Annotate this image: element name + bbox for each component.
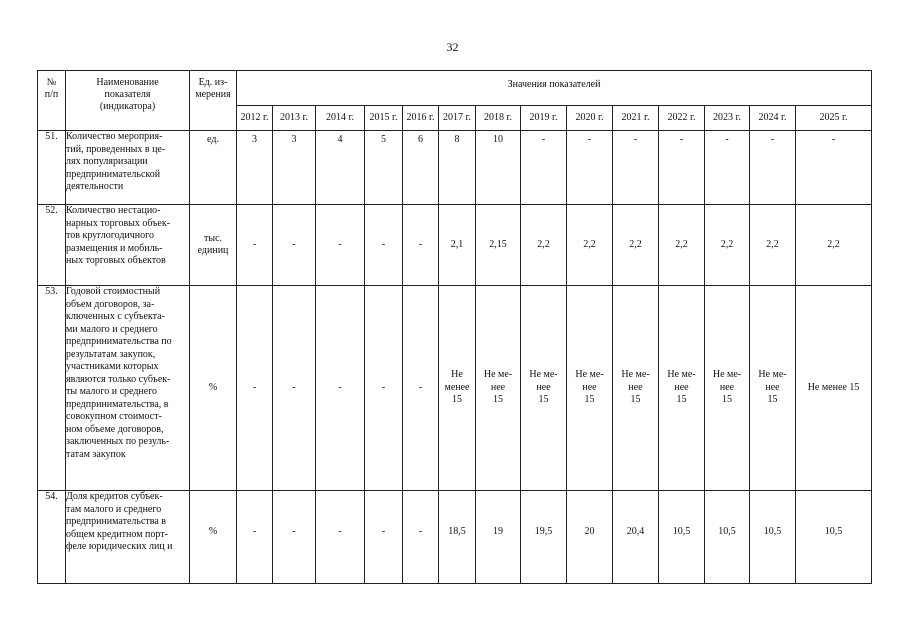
value-cell: - [403,286,439,491]
value-cell: - [273,491,316,584]
value-cell: - [613,131,659,205]
value-cell: 8 [439,131,476,205]
value-cell: 19,5 [521,491,567,584]
value-cell: 10,5 [750,491,796,584]
year-header: 2013 г. [273,106,316,131]
value-cell: - [316,205,365,286]
value-cell: - [521,131,567,205]
year-header: 2025 г. [796,106,872,131]
year-header: 2014 г. [316,106,365,131]
value-cell: - [750,131,796,205]
value-cell: - [659,131,705,205]
value-cell: 3 [237,131,273,205]
year-header: 2012 г. [237,106,273,131]
value-cell: - [316,286,365,491]
year-header: 2016 г. [403,106,439,131]
year-header: 2015 г. [365,106,403,131]
value-cell: Не ме- нее 15 [659,286,705,491]
value-cell: Не менее 15 [439,286,476,491]
row-number: 53. [38,286,66,491]
value-cell: - [237,491,273,584]
value-cell: 2,2 [521,205,567,286]
value-cell: - [365,491,403,584]
value-cell: - [273,205,316,286]
year-header: 2022 г. [659,106,705,131]
value-cell: Не ме- нее 15 [521,286,567,491]
value-cell: 4 [316,131,365,205]
year-header: 2019 г. [521,106,567,131]
value-cell: 2,2 [567,205,613,286]
row-number: 52. [38,205,66,286]
value-cell: - [365,205,403,286]
year-header: 2017 г. [439,106,476,131]
value-cell: - [796,131,872,205]
value-cell: 2,2 [750,205,796,286]
year-header: 2018 г. [476,106,521,131]
value-cell: 3 [273,131,316,205]
value-cell: Не ме- нее 15 [567,286,613,491]
value-cell: - [237,205,273,286]
value-cell: Не ме- нее 15 [476,286,521,491]
value-cell: 2,15 [476,205,521,286]
value-cell: - [316,491,365,584]
indicator-name: Годовой стоимостный объем договоров, за- ключенных с субъекта- ми малого и среднего предпринимательства по результатам закупок, участниками которых являются только субъек- ты малого и среднего предпринимательства, в совокупном стоимост- ном объеме договоров, заключенных по резуль- татам закупок [66,286,190,491]
table-row [38,131,872,205]
unit-cell: % [190,286,237,491]
table-row [38,205,872,286]
row-number: 54. [38,491,66,584]
year-header: 2024 г. [750,106,796,131]
year-header: 2023 г. [705,106,750,131]
unit-cell: ед. [190,131,237,205]
table-row [38,286,872,491]
value-cell: - [365,286,403,491]
value-cell: - [705,131,750,205]
value-cell: - [273,286,316,491]
page-number: 32 [446,40,459,54]
value-cell: Не менее 15 [796,286,872,491]
value-cell: Не ме- нее 15 [750,286,796,491]
unit-cell: % [190,491,237,584]
value-cell: 10,5 [796,491,872,584]
unit-cell: тыс. единиц [190,205,237,286]
year-header: 2021 г. [613,106,659,131]
value-cell: 5 [365,131,403,205]
value-cell: - [237,286,273,491]
value-cell: Не ме- нее 15 [613,286,659,491]
indicator-name: Количество нестацио- нарных торговых объек- тов круглогодичного размещения и мобиль- ных торговых объектов [66,205,190,286]
value-cell: 2,2 [796,205,872,286]
value-cell: 19 [476,491,521,584]
header-row-top [38,71,872,106]
indicator-name: Количество мероприя- тий, проведенных в це- лях популяризации предпринимательской деятельности [66,131,190,205]
indicators-table [37,70,872,584]
value-cell: 2,1 [439,205,476,286]
header-unit: Ед. из- мерения [190,71,237,131]
table-row [38,491,872,584]
value-cell: 2,2 [613,205,659,286]
year-header: 2020 г. [567,106,613,131]
value-cell: 20,4 [613,491,659,584]
header-name: Наименование показателя (индикатора) [66,71,190,131]
value-cell: 10,5 [659,491,705,584]
value-cell: 18,5 [439,491,476,584]
header-values-group: Значения показателей [237,71,872,106]
value-cell: 10 [476,131,521,205]
value-cell: 6 [403,131,439,205]
value-cell: - [567,131,613,205]
value-cell: - [403,205,439,286]
value-cell: 10,5 [705,491,750,584]
row-number: 51. [38,131,66,205]
value-cell: 2,2 [659,205,705,286]
value-cell: 2,2 [705,205,750,286]
value-cell: 20 [567,491,613,584]
header-num: № п/п [38,71,66,131]
value-cell: - [403,491,439,584]
value-cell: Не ме- нее 15 [705,286,750,491]
indicator-name: Доля кредитов субъек- там малого и среднего предпринимательства в общем кредитном порт- феле юридических лиц и [66,491,190,584]
